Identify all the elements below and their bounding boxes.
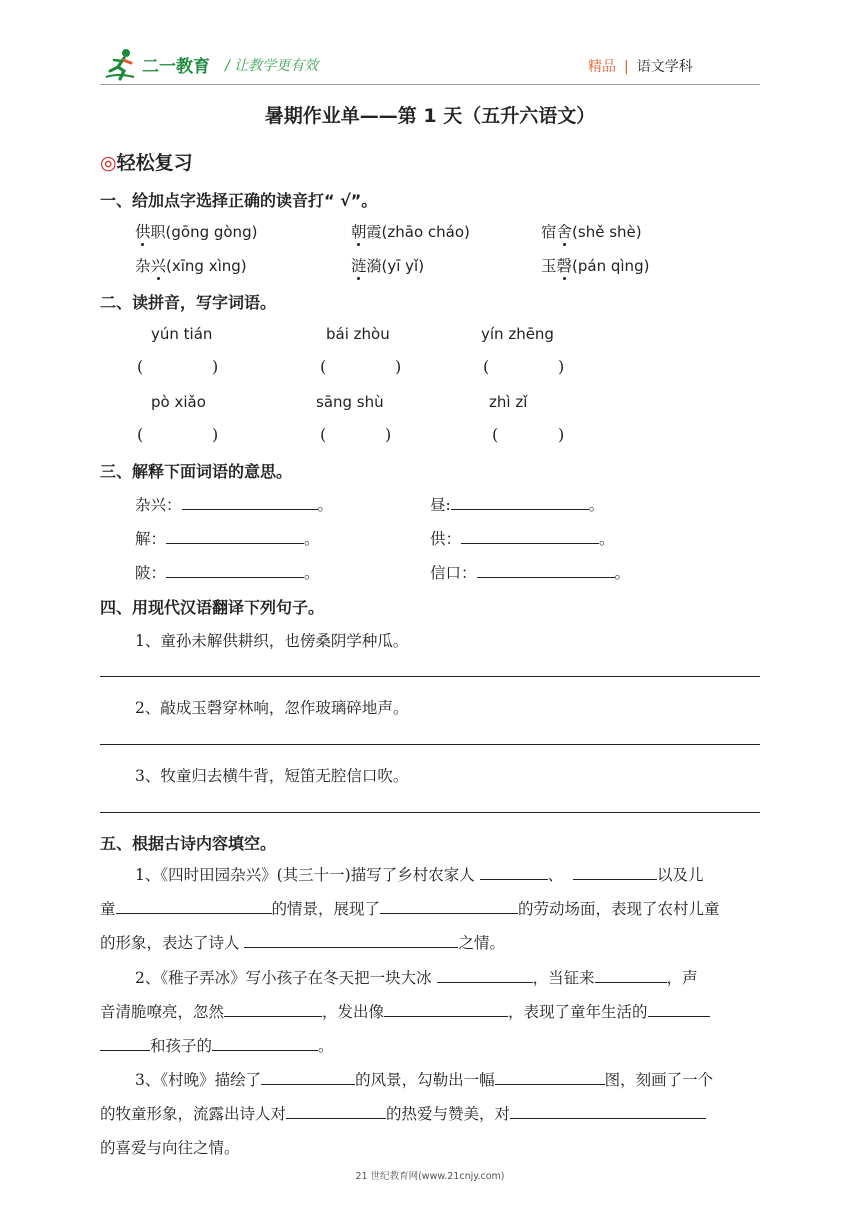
pinyin: bái zhòu: [326, 325, 390, 343]
fill-line: 1、《四时田园杂兴》(其三十一)描写了乡村农家人 、 以及儿: [135, 866, 704, 884]
q2-heading: 二、读拼音，写字词语。: [100, 293, 277, 312]
answer-blank[interactable]: [595, 967, 667, 983]
runner-logo-icon: [104, 47, 138, 81]
answer-blank[interactable]: [224, 1001, 322, 1017]
definition-item: 杂兴： 。: [135, 496, 334, 514]
definition-item: 供： 。: [430, 530, 615, 548]
fill-line: 童 的情景，展现了 的劳动场面，表现了农村儿童: [100, 900, 720, 918]
q1-item: 宿舍(shě shè): [541, 220, 642, 242]
answer-blank[interactable]: [451, 494, 589, 510]
footer: 21 世纪教育网(www.21cnjy.com): [355, 1171, 505, 1182]
answer-line[interactable]: [100, 812, 760, 813]
q5-heading: 五、根据古诗内容填空。: [100, 834, 277, 853]
answer-paren-open: (: [320, 425, 327, 444]
pinyin: zhì zǐ: [489, 393, 528, 411]
pinyin: pò xiǎo: [151, 393, 206, 411]
definition-item: 解： 。: [135, 530, 320, 548]
answer-blank[interactable]: [384, 1001, 508, 1017]
answer-paren-open: (: [137, 425, 144, 444]
answer-blank[interactable]: [116, 898, 272, 914]
q4-heading: 四、用现代汉语翻译下列句子。: [100, 598, 325, 617]
sentence: 1、童孙未解供耕织，也傍桑阴学种瓜。: [135, 632, 409, 650]
fill-line: 和孩子的 。: [100, 1034, 762, 1056]
answer-blank[interactable]: [461, 528, 599, 544]
q1-item: 涟漪(yī yǐ): [351, 254, 424, 276]
pinyin: yún tián: [151, 325, 213, 343]
answer-blank[interactable]: [437, 967, 533, 983]
ring-icon: ◎: [100, 152, 117, 174]
q1-item: 朝霞(zhāo cháo): [351, 220, 470, 242]
fill-line: 3、《村晚》描绘了 的风景，勾勒出一幅 图，刻画了一个: [135, 1071, 714, 1089]
page-title: 暑期作业单——第 1 天（五升六语文）: [264, 105, 596, 127]
header-right: [588, 56, 693, 76]
answer-blank[interactable]: [480, 864, 548, 880]
answer-blank[interactable]: [166, 528, 304, 544]
definition-item: 陂： 。: [135, 564, 320, 582]
logo: [104, 46, 210, 82]
fill-line: 的形象，表达了诗人 之情。: [100, 934, 505, 952]
answer-blank[interactable]: [261, 1069, 355, 1085]
answer-paren-close: ): [395, 357, 402, 376]
definition-item: 信口： 。: [430, 564, 631, 582]
answer-paren-open: (: [320, 357, 327, 376]
answer-paren-close: ): [212, 425, 219, 444]
answer-blank[interactable]: [380, 898, 518, 914]
header-divider: [100, 84, 760, 85]
q1-item: 杂兴(xīng xìng): [135, 254, 247, 276]
header-separator: |: [624, 59, 629, 75]
answer-blank[interactable]: [100, 1035, 150, 1051]
section-heading: [100, 148, 193, 175]
fill-line: 的喜爱与向往之情。: [100, 1139, 240, 1157]
answer-blank[interactable]: [244, 932, 458, 948]
definition-item: 昼: 。: [430, 496, 605, 514]
fill-line: 2、《稚子弄冰》写小孩子在冬天把一块大冰 ，当钲来 ，声: [135, 969, 698, 987]
sentence: 3、牧童归去横牛背，短笛无腔信口吹。: [135, 767, 409, 785]
quality-label: 精品: [588, 59, 616, 75]
answer-line[interactable]: [100, 744, 760, 745]
answer-blank[interactable]: [182, 494, 318, 510]
pinyin: yín zhēng: [481, 325, 554, 343]
answer-paren-open: (: [483, 357, 490, 376]
fill-line: 音清脆嘹亮，忽然 ，发出像 ，表现了童年生活的: [100, 1000, 762, 1022]
sentence: 2、敲成玉磬穿林响，忽作玻璃碎地声。: [135, 699, 409, 717]
q1-item: 玉磬(pán qìng): [541, 254, 649, 276]
section-label: 轻松复习: [116, 152, 193, 174]
answer-blank[interactable]: [648, 1001, 710, 1017]
slogan: / 让教学更有效: [225, 58, 319, 74]
answer-blank[interactable]: [477, 562, 615, 578]
answer-blank[interactable]: [212, 1035, 318, 1051]
answer-blank[interactable]: [573, 864, 657, 880]
answer-paren-close: ): [385, 425, 392, 444]
answer-paren-open: (: [492, 425, 499, 444]
subject-label: 语文学科: [636, 59, 693, 75]
answer-blank[interactable]: [286, 1103, 386, 1119]
answer-line[interactable]: [100, 676, 760, 677]
q1-heading: 一、给加点字选择正确的读音打“ √”。: [100, 191, 378, 210]
answer-blank[interactable]: [510, 1103, 706, 1119]
answer-paren-close: ): [558, 357, 565, 376]
q3-heading: 三、解释下面词语的意思。: [100, 462, 293, 481]
answer-paren-close: ): [558, 425, 565, 444]
fill-line: 的牧童形象，流露出诗人对 的热爱与赞美，对: [100, 1102, 762, 1124]
pinyin: sāng shù: [316, 393, 384, 411]
answer-blank[interactable]: [166, 562, 304, 578]
answer-paren-close: ): [212, 357, 219, 376]
logo-text: 二一教育: [142, 56, 210, 77]
answer-paren-open: (: [137, 357, 144, 376]
q1-item: 供职(gōng gòng): [135, 220, 257, 242]
answer-blank[interactable]: [495, 1069, 605, 1085]
